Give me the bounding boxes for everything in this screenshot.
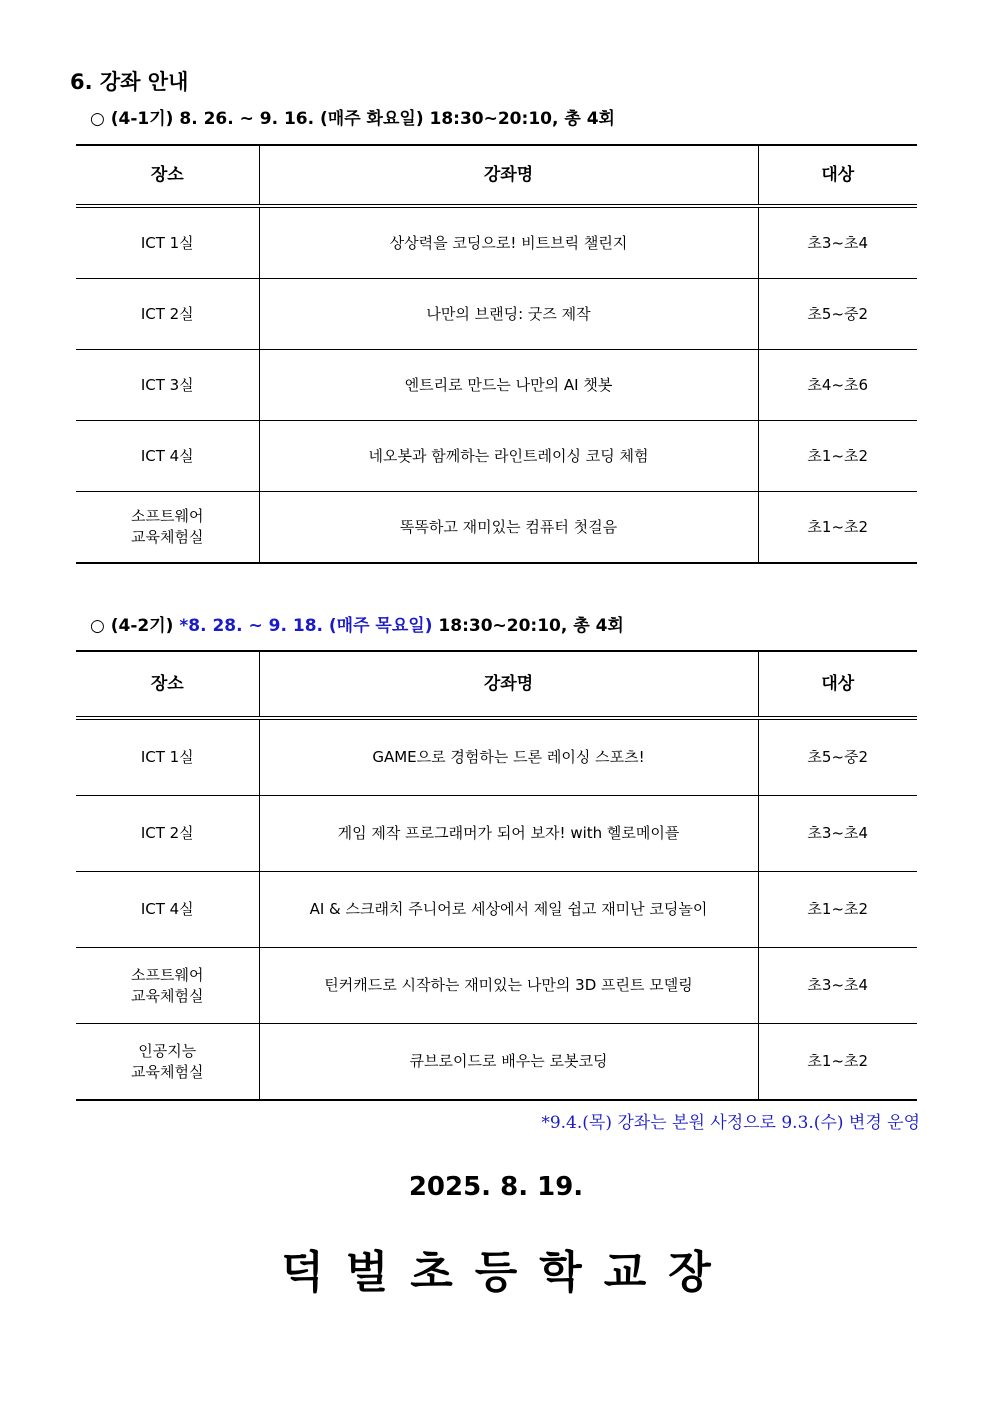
cell-location: ICT 2실 [76, 279, 259, 350]
table-row [76, 350, 917, 421]
cell-location: ICT 1실 [76, 206, 259, 279]
table-row [76, 1024, 917, 1101]
table-header-row [76, 145, 917, 206]
principal-signature: 덕벌초등학교장 [281, 1247, 733, 1298]
cell-course: 게임 제작 프로그래머가 되어 보자! with 헬로메이플 [259, 796, 758, 872]
term1-schedule: 8. 26. ~ 9. 16. (매주 화요일) 18:30~20:10, 총 4회 [179, 109, 615, 129]
header-location: 장소 [76, 651, 259, 718]
cell-course: 나만의 브랜딩: 굿즈 제작 [259, 279, 758, 350]
term2-subtitle [90, 611, 624, 636]
term1-table [76, 144, 917, 564]
table-row [76, 206, 917, 279]
header-target: 대상 [758, 145, 917, 206]
document-date: 2025. 8. 19. [408, 1172, 584, 1202]
cell-location: ICT 3실 [76, 350, 259, 421]
cell-course: 똑똑하고 재미있는 컴퓨터 첫걸음 [259, 492, 758, 564]
cell-location: ICT 4실 [76, 872, 259, 948]
term2-schedule-highlight: *8. 28. ~ 9. 18. (매주 목요일) [179, 616, 433, 636]
term2-schedule-rest: 18:30~20:10, 총 4회 [438, 616, 624, 636]
cell-target: 초1~초2 [758, 421, 917, 492]
cell-target: 초1~초2 [758, 492, 917, 564]
term1-label: (4-1기) [110, 109, 174, 129]
header-location: 장소 [76, 145, 259, 206]
table-header-row [76, 651, 917, 718]
term2-table [76, 650, 917, 1101]
schedule-change-note: *9.4.(목) 강좌는 본원 사정으로 9.3.(수) 변경 운영 [541, 1113, 920, 1133]
table-row [76, 718, 917, 796]
cell-target: 초5~중2 [758, 718, 917, 796]
table-row [76, 279, 917, 350]
cell-course: AI & 스크래치 주니어로 세상에서 제일 쉽고 재미난 코딩놀이 [259, 872, 758, 948]
cell-location: 소프트웨어 교육체험실 [76, 492, 259, 564]
term2-label: (4-2기) [110, 616, 174, 636]
cell-course: 상상력을 코딩으로! 비트브릭 챌린지 [259, 206, 758, 279]
cell-course: GAME으로 경험하는 드론 레이싱 스포츠! [259, 718, 758, 796]
table-row [76, 872, 917, 948]
cell-course: 틴커캐드로 시작하는 재미있는 나만의 3D 프린트 모델링 [259, 948, 758, 1024]
cell-location: ICT 2실 [76, 796, 259, 872]
header-target: 대상 [758, 651, 917, 718]
bullet-icon: ○ [90, 109, 105, 129]
cell-target: 초1~초2 [758, 872, 917, 948]
cell-target: 초3~초4 [758, 948, 917, 1024]
cell-course: 엔트리로 만드는 나만의 AI 챗봇 [259, 350, 758, 421]
cell-target: 초5~중2 [758, 279, 917, 350]
cell-course: 큐브로이드로 배우는 로봇코딩 [259, 1024, 758, 1101]
cell-target: 초3~초4 [758, 206, 917, 279]
table-row [76, 421, 917, 492]
header-course: 강좌명 [259, 145, 758, 206]
section-title: 6. 강좌 안내 [70, 70, 189, 94]
table-row [76, 796, 917, 872]
table-row [76, 492, 917, 564]
cell-location: ICT 4실 [76, 421, 259, 492]
cell-target: 초1~초2 [758, 1024, 917, 1101]
table-row [76, 948, 917, 1024]
term1-subtitle [90, 104, 615, 129]
cell-location: 소프트웨어 교육체험실 [76, 948, 259, 1024]
cell-course: 네오봇과 함께하는 라인트레이싱 코딩 체험 [259, 421, 758, 492]
header-course: 강좌명 [259, 651, 758, 718]
cell-location: ICT 1실 [76, 718, 259, 796]
bullet-icon: ○ [90, 616, 105, 636]
cell-location: 인공지능 교육체험실 [76, 1024, 259, 1101]
cell-target: 초3~초4 [758, 796, 917, 872]
cell-target: 초4~초6 [758, 350, 917, 421]
